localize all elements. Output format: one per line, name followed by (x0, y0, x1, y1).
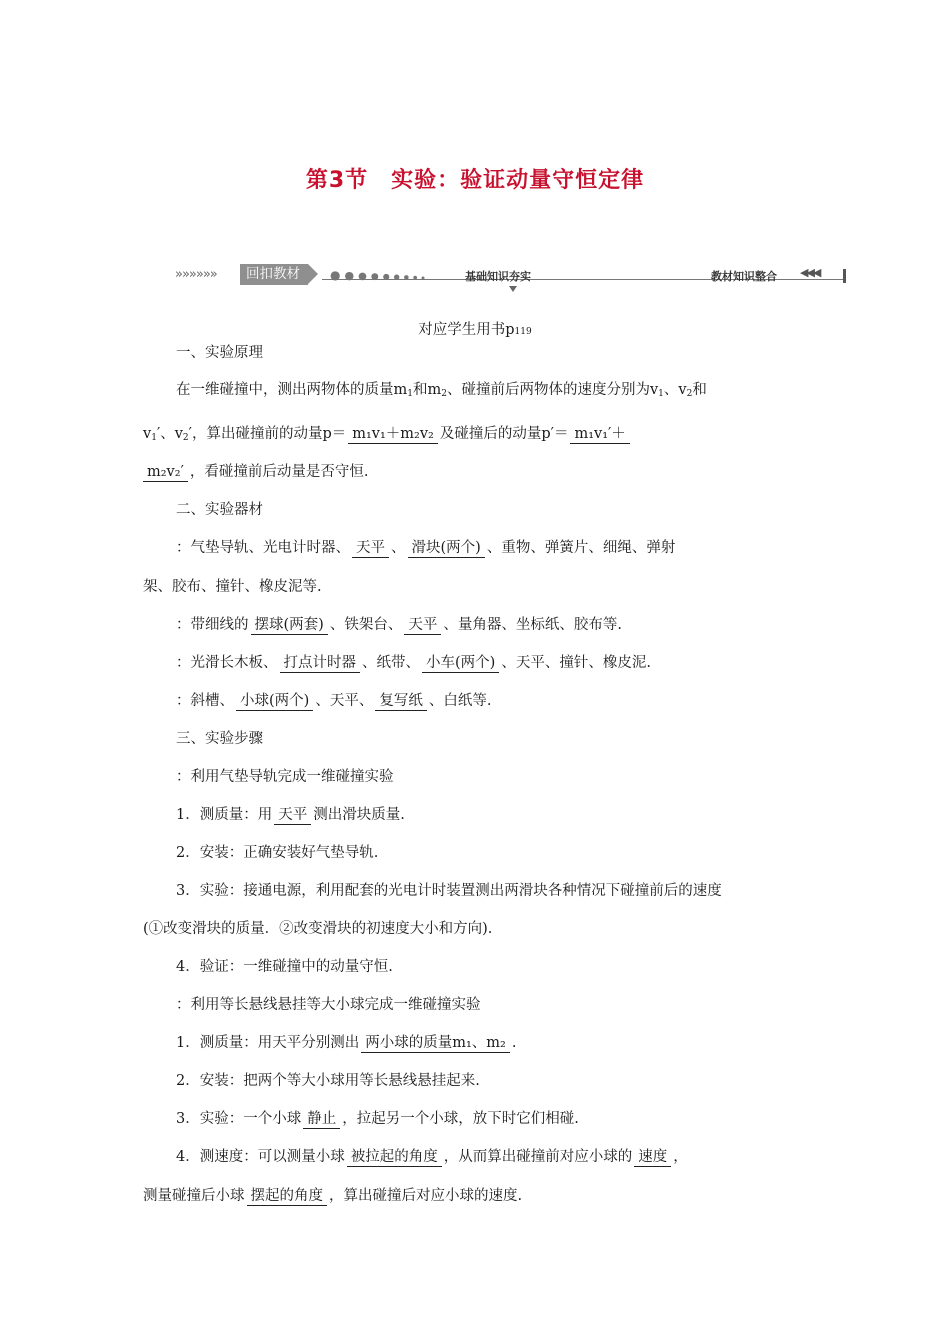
steps-a-1: 1．测质量：用 天平 测出滑块质量. (176, 807, 405, 823)
banner-end-bar (843, 269, 846, 283)
heading-steps: 三、实验步骤 (176, 731, 263, 747)
banner-middle-label: 基础知识夯实 (465, 270, 531, 283)
answer-blank: 天平 (404, 617, 441, 635)
answer-blank: 摆起的角度 (247, 1188, 328, 1206)
steps-b-3: 3．实验：一个小球 静止 ，拉起另一个小球，放下时它们相碰. (176, 1111, 579, 1127)
section-banner (0, 258, 950, 298)
steps-b-5: 测量碰撞后小球 摆起的角度 ，算出碰撞后对应小球的速度. (143, 1188, 523, 1204)
answer-blank: 两小球的质量m₁、m₂ (361, 1035, 510, 1053)
steps-a-4: 4．验证：一维碰撞中的动量守恒. (176, 959, 393, 975)
equipment-line-5: ：斜槽、 小球(两个) 、天平、 复写纸 、白纸等. (176, 693, 492, 709)
banner-arrows-icon: »»»»»» (175, 267, 217, 282)
steps-a-title: ：利用气垫导轨完成一维碰撞实验 (176, 769, 394, 785)
answer-blank: 天平 (274, 807, 311, 825)
answer-blank: 速度 (634, 1149, 671, 1167)
page-title: 第3节 实验：验证动量守恒定律 (305, 168, 645, 193)
banner-back-arrows-icon: ◀◀◀ (800, 266, 820, 279)
answer-blank: 滑块(两个) (408, 540, 485, 558)
steps-a-2: 2．安装：正确安装好气垫导轨. (176, 845, 379, 861)
steps-a-3: 3．实验：接通电源，利用配套的光电计时装置测出两滑块各种情况下碰撞前后的速度 (176, 883, 722, 899)
answer-blank: m₁v₁＋m₂v₂ (348, 426, 438, 444)
equipment-line-3: ：带细线的 摆球(两套) 、铁架台、 天平 、量角器、坐标纸、胶布等. (176, 617, 622, 633)
steps-b-title: ：利用等长悬线悬挂等大小球完成一维碰撞实验 (176, 997, 481, 1013)
principle-line-2: $v_1'$、$v_2'$，算出碰撞前的动量p＝ m₁v₁＋m₂v₂ 及碰撞后的动量p′＝ m₁v₁′＋ (143, 424, 632, 448)
equipment-line-4: ：光滑长木板、 打点计时器 、纸带、 小车(两个) 、天平、撞针、橡皮泥. (176, 655, 651, 671)
equipment-line-1: ：气垫导轨、光电计时器、 天平 、 滑块(两个) 、重物、弹簧片、细绳、弹射 (176, 540, 676, 556)
answer-blank: 复写纸 (375, 693, 427, 711)
answer-blank: m₂v₂′ (143, 464, 188, 482)
steps-b-4: 4．测速度：可以测量小球 被拉起的角度 ，从而算出碰撞前对应小球的 速度 ， (176, 1149, 688, 1165)
principle-line-3: m₂v₂′ ，看碰撞前后动量是否守恒. (143, 462, 368, 482)
banner-pointer-icon (509, 286, 517, 292)
answer-blank: 天平 (352, 540, 389, 558)
answer-blank: 打点计时器 (280, 655, 361, 673)
answer-blank: 小球(两个) (236, 693, 313, 711)
answer-blank: 摆球(两套) (251, 617, 328, 635)
equipment-line-2: 架、胶布、撞针、橡皮泥等. (143, 579, 322, 595)
banner-right-label: 教材知识整合 (711, 270, 777, 283)
answer-blank: 被拉起的角度 (347, 1149, 442, 1167)
steps-b-2: 2．安装：把两个等大小球用等长悬线悬挂起来. (176, 1073, 480, 1089)
book-reference: 对应学生用书p119 (418, 322, 532, 338)
answer-blank: m₁v₁′＋ (570, 426, 629, 444)
banner-dots-icon: ● ● ● ● ● ● ● ● ● (330, 268, 425, 282)
answer-blank: 静止 (303, 1111, 340, 1129)
steps-a-3-cont: (①改变滑块的质量．②改变滑块的初速度大小和方向). (143, 921, 493, 937)
steps-b-1: 1．测质量：用天平分别测出 两小球的质量m₁、m₂ . (176, 1035, 517, 1051)
heading-principle: 一、实验原理 (176, 345, 263, 361)
answer-blank: 小车(两个) (422, 655, 499, 673)
heading-equipment: 二、实验器材 (176, 502, 263, 518)
banner-tag: 回扣教材 (240, 264, 308, 285)
principle-line-1: 在一维碰撞中，测出两物体的质量$m_1$和$m_2$、碰撞前后两物体的速度分别为$v_1$、$v_2$和 (176, 382, 707, 399)
